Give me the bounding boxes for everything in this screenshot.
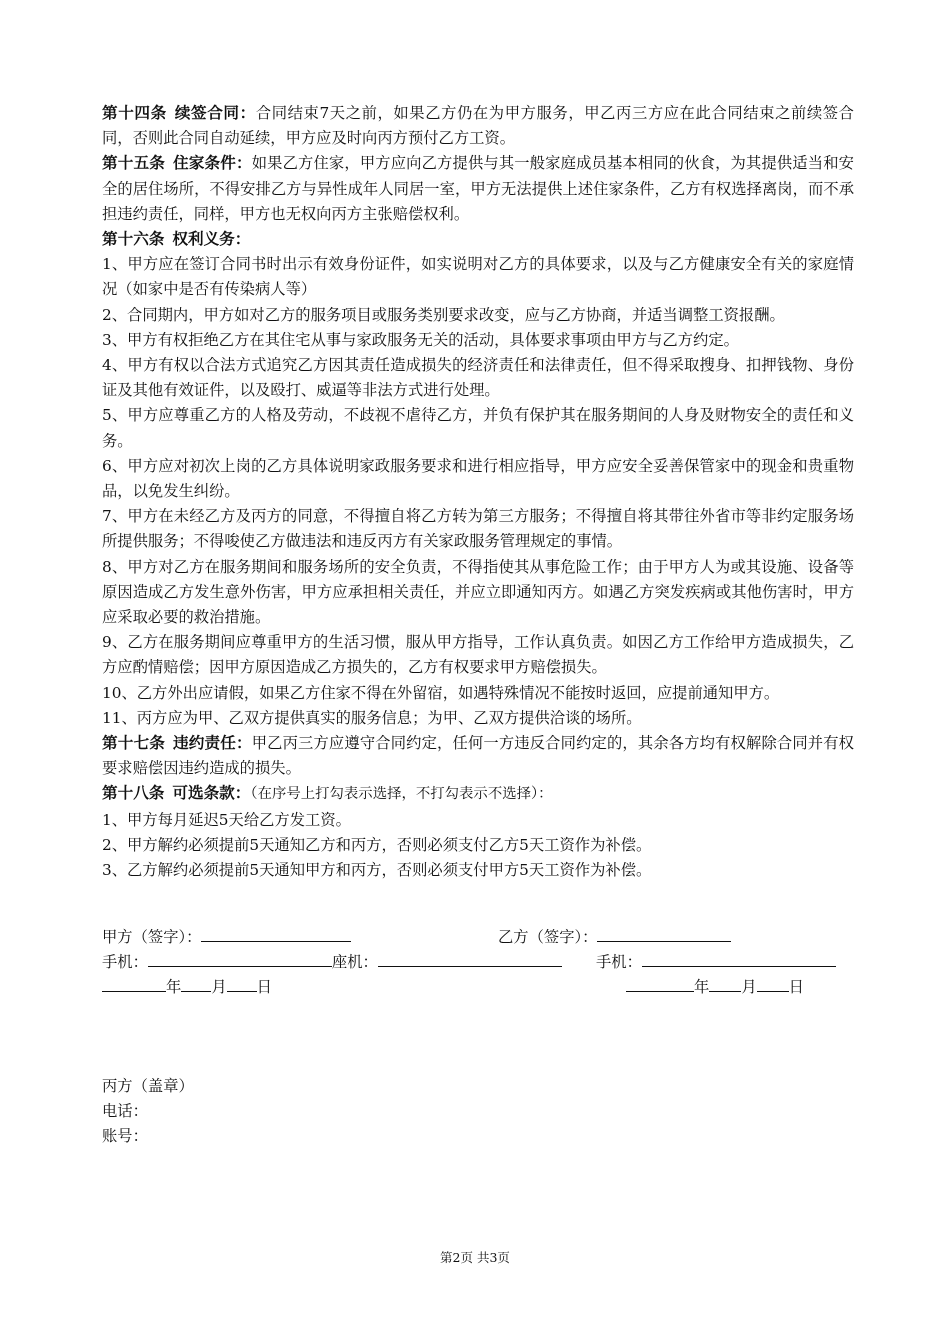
article-14-number: 第十四条 [102,104,167,122]
party-a-landline-line[interactable] [378,949,562,967]
party-a-day-line[interactable] [227,974,257,992]
party-b-day-line[interactable] [757,974,789,992]
article-18-note: （在序号上打勾表示选择，不打勾表示不选择）： [250,786,553,803]
party-a-sign-label: 甲方（签字）： [102,928,202,946]
article-16-item: 11、丙方应为甲、乙双方提供真实的服务信息；为甲、乙双方提供洽谈的场所。 [102,708,642,727]
party-c-account: 账号： [102,1127,148,1145]
article-18-number: 第十八条 [102,784,165,803]
party-b-month-line[interactable] [709,974,741,992]
party-a-contact [102,949,562,974]
article-16-item: 5、甲方应尊重乙方的人格及劳动，不歧视不虐待乙方，并负有保护其在服务期间的人身及财物安全的责任和义务。 [102,406,854,450]
article-16-title: 权利义务： [172,230,251,249]
party-a-mobile-label: 手机： [102,953,148,971]
party-b-year-line[interactable] [626,974,694,992]
party-b-date [626,974,804,999]
party-c-phone: 电话： [102,1102,148,1120]
article-14-text: 合同结束7天之前，如果乙方仍在为甲方服务，甲乙丙三方应在此合同结束之前续签合同，否则此合同自动延续，甲方应及时向丙方预付乙方工资。 [102,104,854,148]
article-17-number: 第十七条 [102,734,165,753]
article-16-item: 2、合同期内，甲方如对乙方的服务项目或服务类别要求改变，应与乙方协商，并适当调整工资报酬。 [102,305,785,324]
article-16-item: 7、甲方在未经乙方及丙方的同意，不得擅自将乙方转为第三方服务；不得擅自将其带往外省市等非约定服务场所提供服务；不得唆使乙方做违法和违反丙方有关家政服务管理规定的事情。 [102,507,854,551]
article-18-title: 可选条款： [172,784,251,803]
article-16-item: 4、甲方有权以合法方式追究乙方因其责任造成损失的经济责任和法律责任，但不得采取搜身、扣押钱物、身份证及其他有效证件，以及殴打、威逼等非法方式进行处理。 [102,356,854,400]
article-15-title: 住家条件： [172,154,252,173]
party-a-signature [102,924,351,949]
party-a-date [102,974,272,999]
article-17-text: 甲乙丙三方应遵守合同约定，任何一方违反合同约定的，其余各方均有权解除合同并有权要求赔偿因违约造成的损失。 [102,734,854,778]
optional-clause-1: 1、甲方每月延迟5天给乙方发工资。 [102,810,351,829]
article-16-item: 3、甲方有权拒绝乙方在其住宅从事与家政服务无关的活动，具体要求事项由甲方与乙方约定。 [102,330,739,349]
article-14-title: 续签合同： [174,104,256,122]
day-label: 日 [256,978,272,996]
article-16-item: 9、乙方在服务期间应尊重甲方的生活习惯，服从甲方指导，工作认真负责。如因乙方工作给甲方造成损失，乙方应酌情赔偿；因甲方原因造成乙方损失的，乙方有权要求甲方赔偿损失。 [102,633,854,677]
article-16-number: 第十六条 [102,230,165,249]
party-a-mobile-line[interactable] [148,949,332,967]
article-15 [102,151,854,227]
article-17 [102,731,854,781]
party-b-sign-label: 乙方（签字）： [498,928,598,946]
page-indicator: 第2页 共3页 [440,1250,510,1265]
month-label: 月 [741,978,757,996]
article-18-heading [102,781,854,807]
article-15-text: 如果乙方住家，甲方应向乙方提供与其一般家庭成员基本相同的伙食，为其提供适当和安全的居住场所，不得安排乙方与异性成年人同居一室，甲方无法提供上述住家条件，乙方有权选择离岗，而不承担违约责任，同样，甲方也无权向丙方主张赔偿权利。 [102,154,854,223]
article-14 [102,101,854,151]
party-a-year-line[interactable] [102,974,166,992]
article-16-item: 10、乙方外出应请假，如果乙方住家不得在外留宿，如遇特殊情况不能按时返回，应提前通知甲方。 [102,683,780,702]
article-17-title: 违约责任： [172,734,252,753]
article-16-heading [102,227,854,252]
party-c-seal: 丙方（盖章） [102,1077,194,1095]
party-b-mobile-line[interactable] [642,949,836,967]
day-label: 日 [788,978,804,996]
article-16-item: 6、甲方应对初次上岗的乙方具体说明家政服务要求和进行相应指导，甲方应安全妥善保管家中的现金和贵重物品，以免发生纠纷。 [102,456,854,501]
party-b-signature-line[interactable] [597,924,731,942]
optional-clause-3: 3、乙方解约必须提前5天通知甲方和丙方，否则必须支付甲方5天工资作为补偿。 [102,861,652,880]
contract-body [102,101,854,883]
party-a-month-line[interactable] [181,974,211,992]
party-a-signature-line[interactable] [201,924,351,942]
year-label: 年 [166,978,182,996]
optional-clause-2: 2、甲方解约必须提前5天通知乙方和丙方，否则必须支付乙方5天工资作为补偿。 [102,835,652,854]
article-16-item: 8、甲方对乙方在服务期间和服务场所的安全负责，不得指使其从事危险工作；由于甲方人为或其设施、设备等原因造成乙方发生意外伤害，甲方应承担相关责任，并应立即通知丙方。如遇乙方突发疾病或其他伤害时，甲方应采取必要的救治措施。 [102,557,854,627]
year-label: 年 [694,978,710,996]
party-b-mobile-label: 手机： [596,953,642,971]
article-16-item: 1、甲方应在签订合同书时出示有效身份证件，如实说明对乙方的具体要求，以及与乙方健康安全有关的家庭情况（如家中是否有传染病人等） [102,255,854,299]
party-b-contact [596,949,836,974]
month-label: 月 [211,978,227,996]
party-a-landline-label: 座机： [331,953,378,971]
party-b-signature [498,924,731,949]
article-15-number: 第十五条 [102,154,165,173]
